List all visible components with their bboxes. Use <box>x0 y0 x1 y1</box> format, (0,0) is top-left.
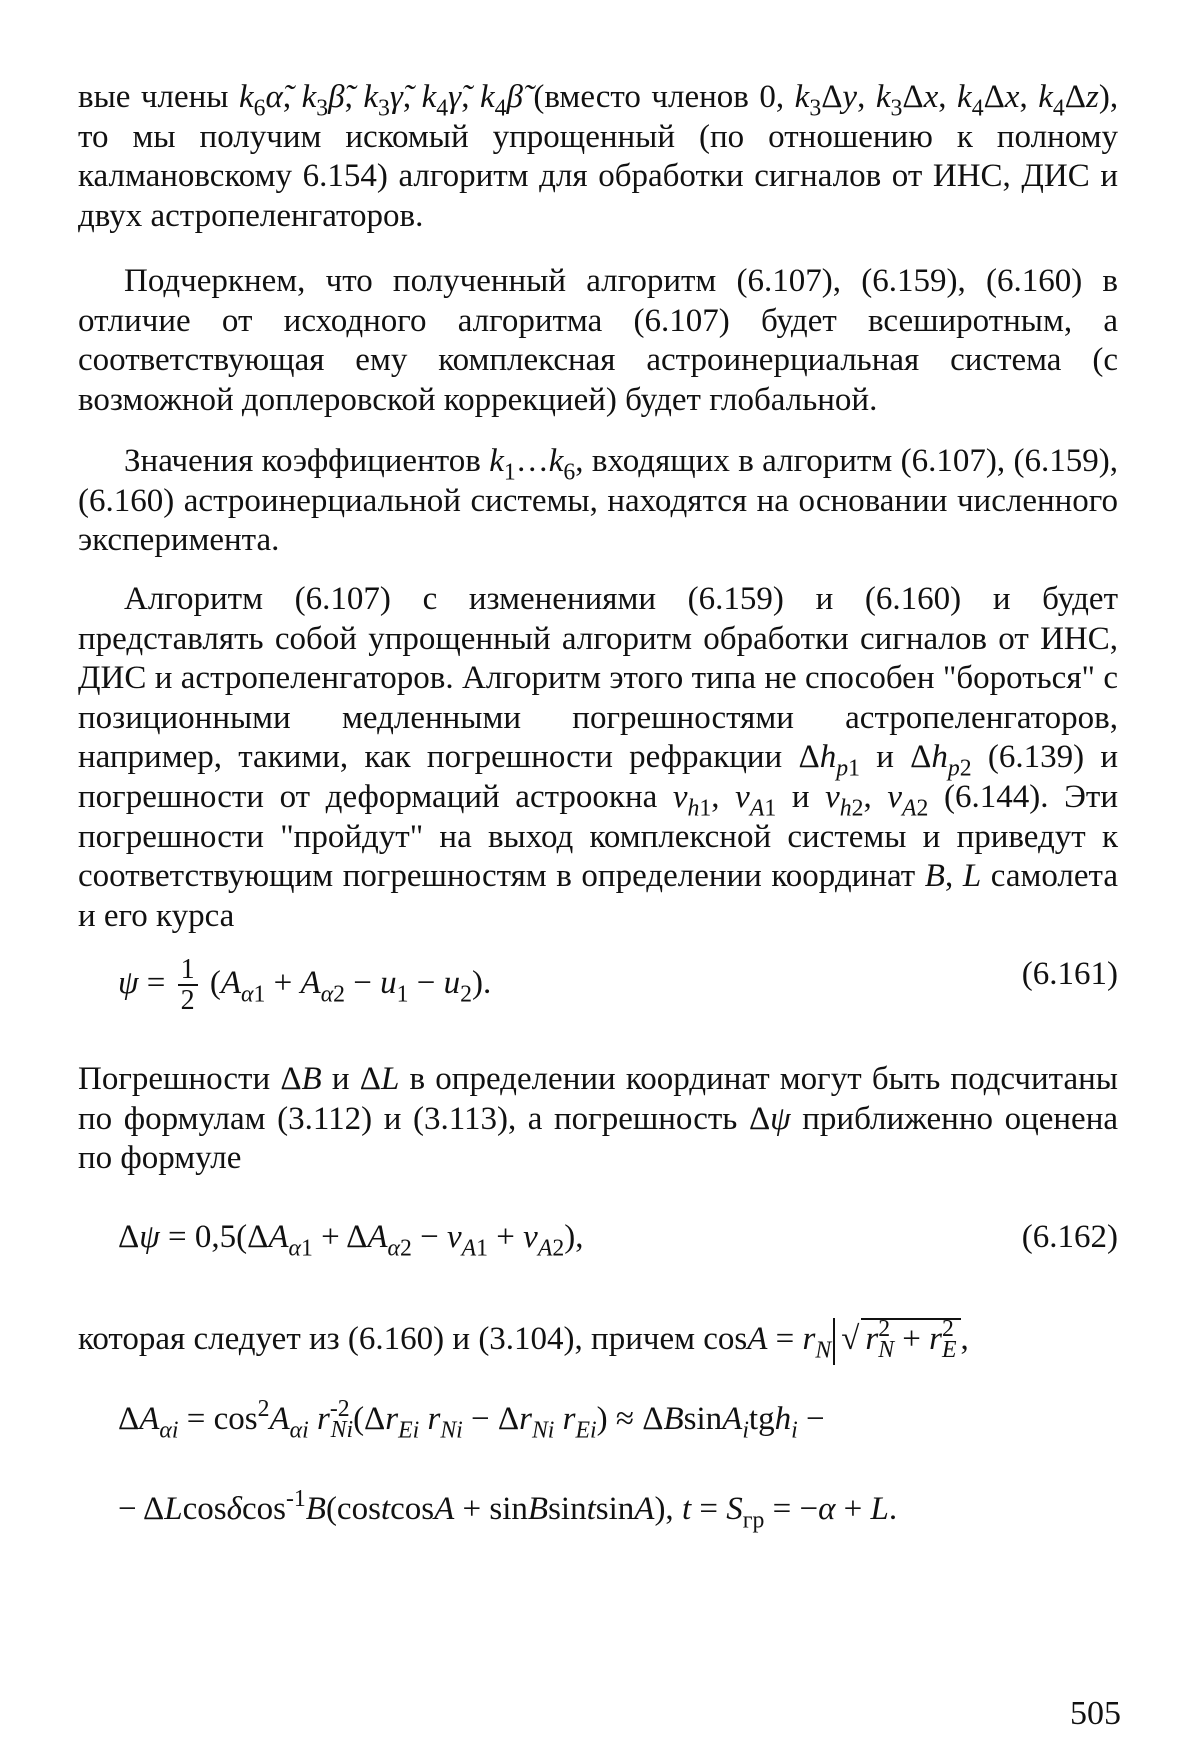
equation-6-162 <box>118 1218 1118 1262</box>
equation-6-161 <box>118 955 1118 1016</box>
page-number: 505 <box>1070 1695 1121 1732</box>
equation-continuation: − ΔLcosδcos$^{-1}$B(costcosA + sinBsintsinA), $t = S_{гр} = -\alpha + L$. <box>118 1485 898 1534</box>
paragraph-6: которая следует из (6.160) и (3.104), причем $\cos A = r_N$ √ $r^2_N + r^2_E$ , <box>78 1315 969 1364</box>
paragraph-1: вые члены $k_6\alphã$, $k_3\betã$, $k_3\gammã$, $k_4\gammã$, $k_4\betã$ (вместо членов 0, $k_3\Delta y$, $k_3\Delta x$, $k_4\Delta x$, $k_4\Delta z$), то мы получим искомый упрощенный (по отношению к полному калмановскому 6.154) алгоритм для обработки сигналов от ИНС, ДИС и двух астропеленгаторов. <box>78 79 1119 234</box>
paragraph-2: Подчеркнем, что полученный алгоритм (6.107), (6.159), (6.160) в отличие от исходного алгоритма (6.107) будет всеширотным, а соответствующая ему комплексная астроинерциальная система (с возможной доплеровской коррекцией) будет глобальной. <box>78 263 1118 418</box>
paragraph-3: Значения коэффициентов $k_1\dots k_6$, входящих в алгоритм (6.107), (6.159), (6.160) астроинерциальной системы, находятся на основании численного эксперимента. <box>78 443 1118 559</box>
paragraph-4: Алгоритм (6.107) с изменениями (6.159) и (6.160) и будет представлять собой упрощенный алгоритм обработки сигналов от ИНС, ДИС и астропеленгаторов. Алгоритм этого типа не способен "бороться" с позиционными медленными погрешностями астропеленгаторов, например, такими, как погрешности рефракции $\Delta h_{p1}$ и $\Delta h_{p2}$ (6.139) и погрешности от деформаций астроокна $\nu_{h1}$, $\nu_{A1}$ и $\nu_{h2}$, $\nu_{A2}$ (6.144). Эти погрешности "пройдут" на выход комплексной системы и приведут к соответствующим погрешностям в определении координат B, L самолета и его курса <box>78 581 1119 934</box>
equation-body: ψ = $\frac{1}{2}$ $(A_{\alpha 1} + A_{\alpha 2} - u_1 - u_2)$. <box>118 954 492 1017</box>
equation-number: (6.161) <box>1021 956 1118 992</box>
equation-body: $\Delta\psi = 0,5(\Delta A_{\alpha 1} + \Delta A_{\alpha 2} - \nu_{A1} + \nu_{A2})$, <box>118 1219 584 1262</box>
equation-number: (6.162) <box>1021 1219 1118 1255</box>
equation-delta-a: $\Delta A_{\alpha i} = \cos^2A_{\alpha i}$ $r^{-2}_{Ni}(\Delta r_{Ei}$ $r_{Ni} - \Delta r_{Ni}$ $r_{Ei}) \approx \Delta BsinA_itgh_i$ − <box>118 1395 825 1444</box>
paragraph-5: Погрешности ΔB и ΔL в определении координат могут быть подсчитаны по формулам (3.112) и (3.113), а погрешность Δψ приближенно оценена по формуле <box>78 1061 1118 1177</box>
